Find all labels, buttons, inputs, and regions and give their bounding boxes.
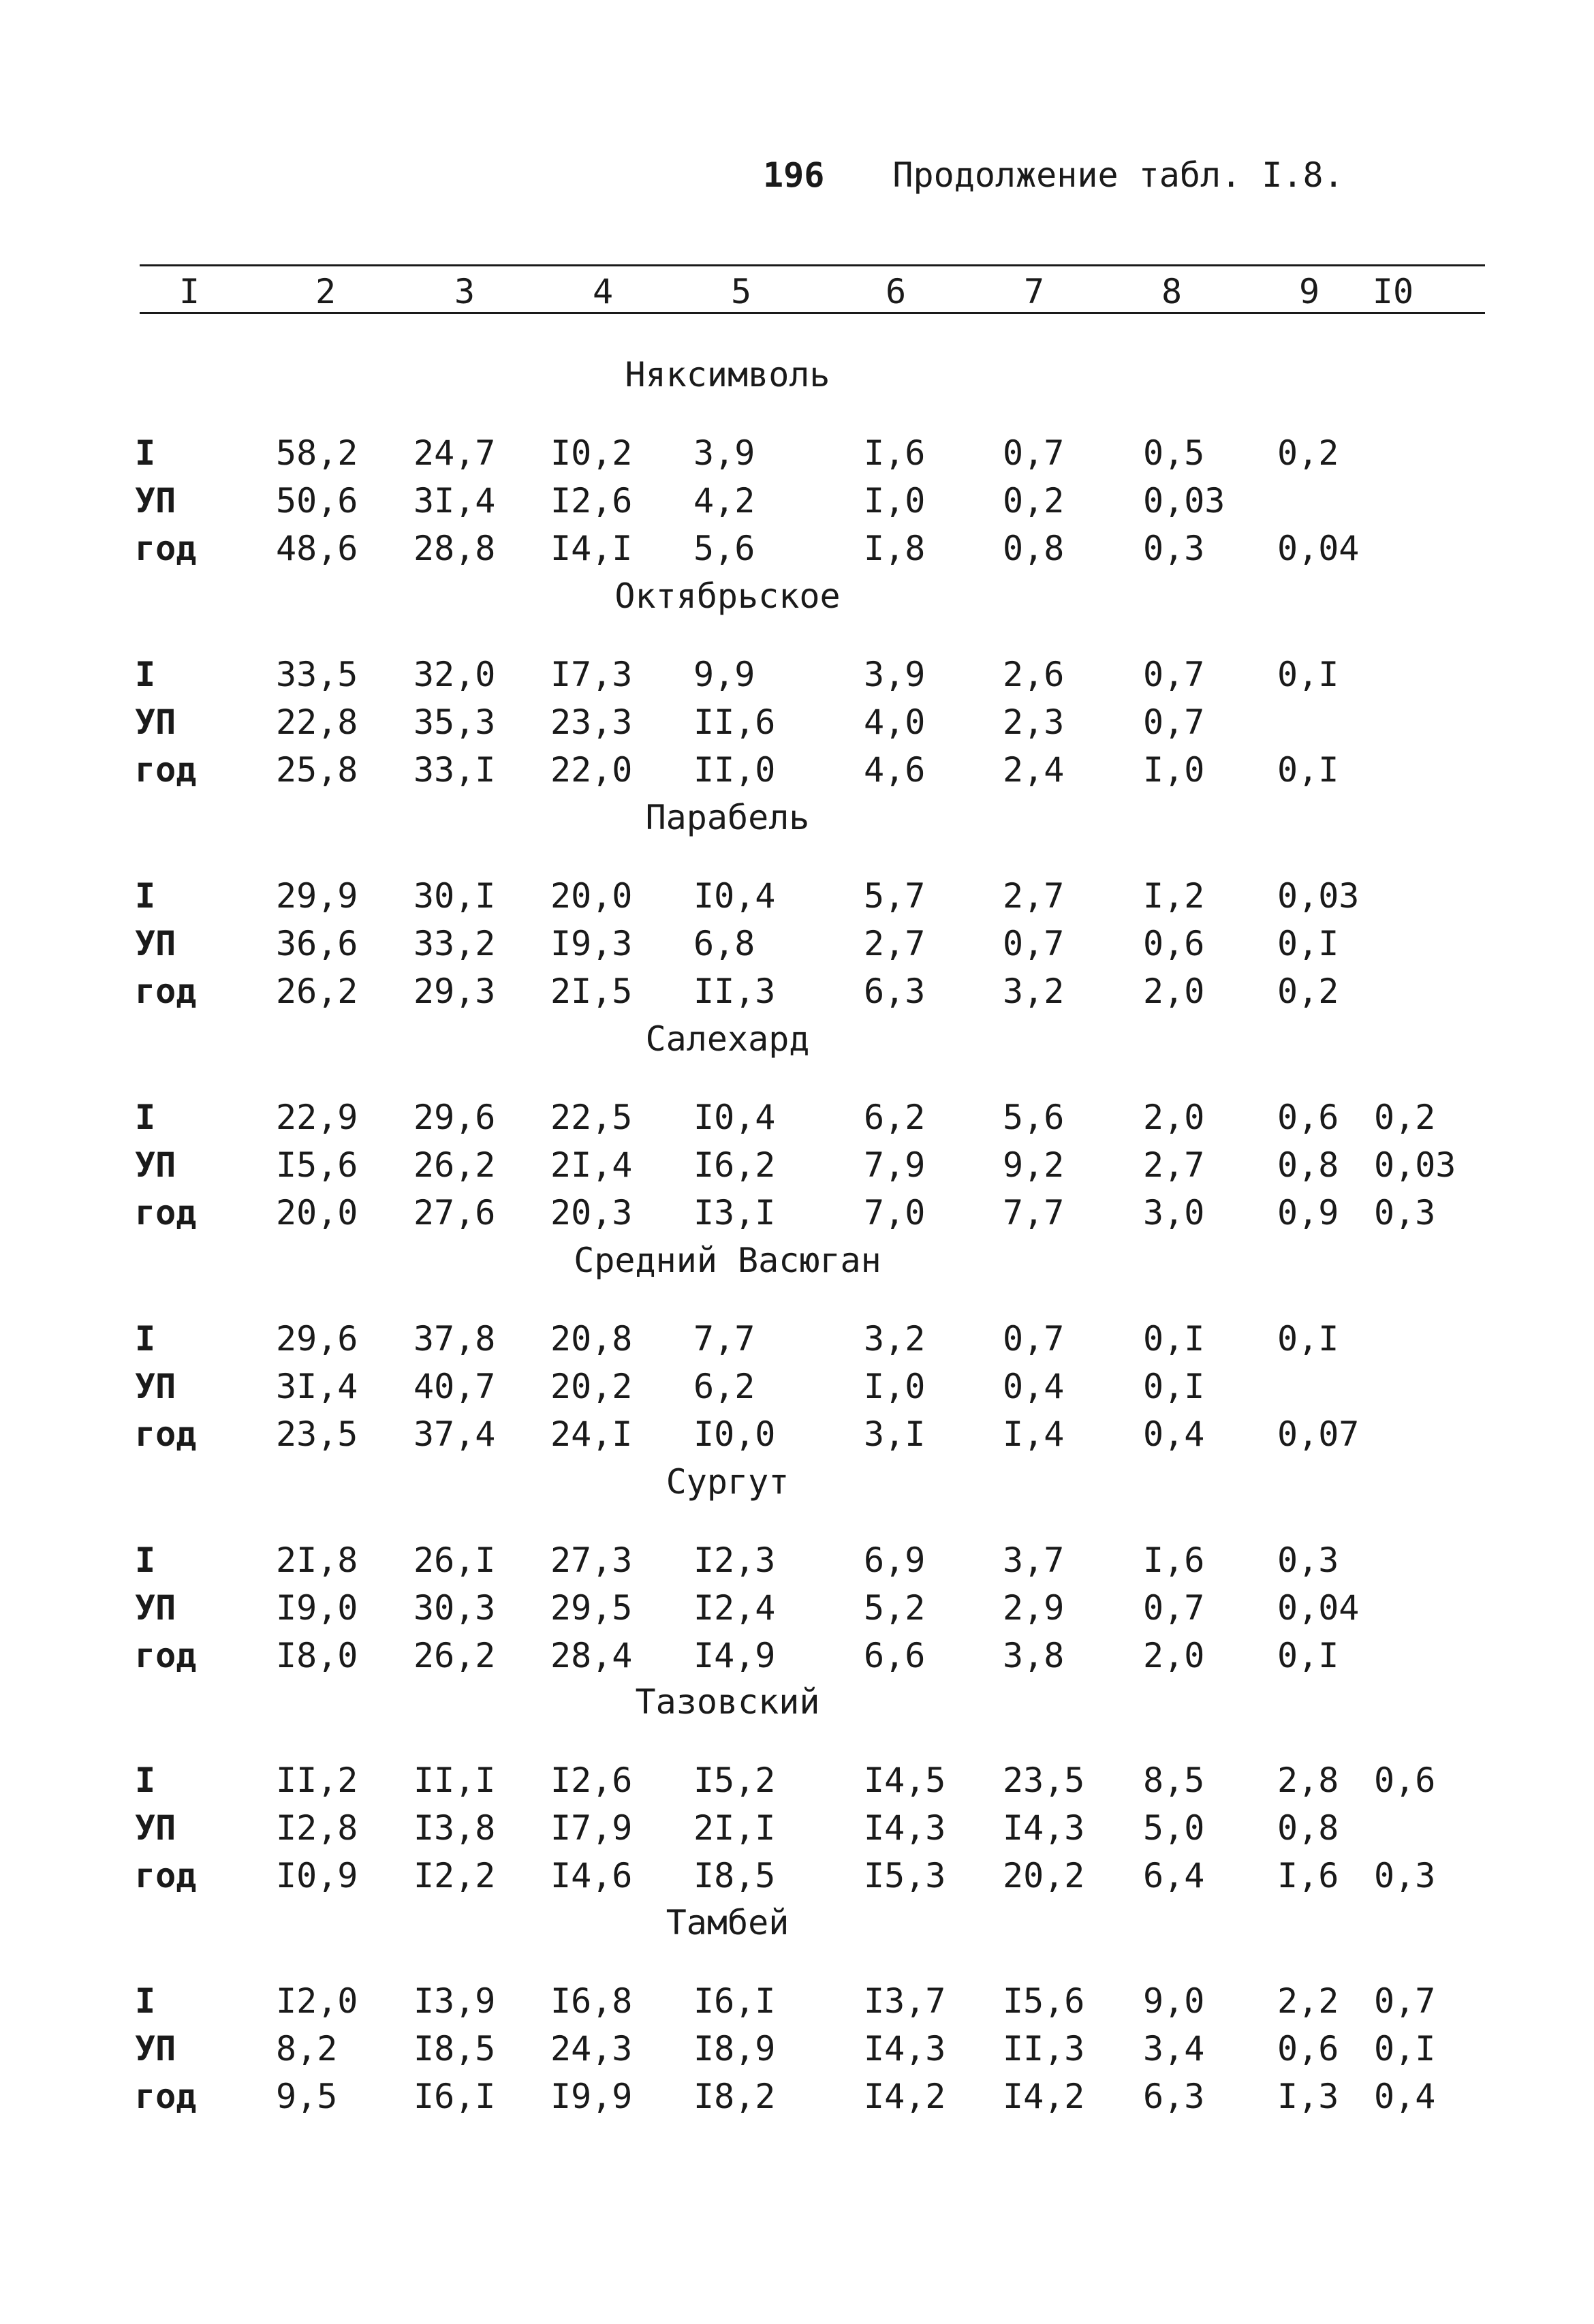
table-cell: 29,6 [413, 1098, 496, 1137]
table-cell: I2,4 [693, 1588, 776, 1628]
column-header-2: 2 [315, 272, 337, 311]
table-cell: 6,9 [864, 1540, 926, 1580]
table-cell: 0,I [1143, 1319, 1205, 1359]
table-cell: II,2 [276, 1761, 358, 1800]
table-cell: 9,9 [693, 655, 755, 694]
row-label: год [135, 529, 197, 568]
table-cell: 58,2 [276, 433, 358, 473]
table-cell: 33,5 [276, 655, 358, 694]
table-caption: Продолжение табл. I.8. [892, 155, 1344, 195]
table-cell: 35,3 [413, 702, 496, 742]
table-cell: 0,4 [1374, 2077, 1436, 2116]
table-cell: 2I,I [693, 1808, 776, 1848]
table-cell: 0,04 [1277, 529, 1360, 568]
table-cell: I4,5 [864, 1761, 946, 1800]
table-cell: I4,I [550, 529, 633, 568]
table-cell: 0,I [1374, 2029, 1436, 2069]
table-cell: 2,7 [1143, 1145, 1205, 1185]
table-cell: 22,9 [276, 1098, 358, 1137]
table-cell: I4,2 [1003, 2077, 1085, 2116]
table-cell: 8,5 [1143, 1761, 1205, 1800]
table-cell: I2,2 [413, 1856, 496, 1895]
row-label: год [135, 1414, 197, 1454]
table-cell: 0,6 [1374, 1761, 1436, 1800]
table-cell: I8,5 [413, 2029, 496, 2069]
table-header-rule [140, 312, 1485, 314]
table-top-rule [140, 264, 1485, 266]
table-cell: I9,3 [550, 924, 633, 963]
table-cell: 24,7 [413, 433, 496, 473]
table-cell: 20,0 [550, 876, 633, 916]
column-header-6: 6 [885, 272, 907, 311]
station-name: Салехард [645, 1019, 810, 1059]
table-cell: 40,7 [413, 1367, 496, 1406]
table-cell: 2I,5 [550, 972, 633, 1011]
table-cell: 20,3 [550, 1193, 633, 1233]
table-cell: I6,8 [550, 1981, 633, 2021]
table-cell: I8,5 [693, 1856, 776, 1895]
table-cell: 4,0 [864, 702, 926, 742]
table-cell: 3,2 [864, 1319, 926, 1359]
row-label: I [135, 433, 156, 473]
table-cell: 5,2 [864, 1588, 926, 1628]
row-label: год [135, 1193, 197, 1233]
table-cell: I4,9 [693, 1636, 776, 1675]
table-cell: I0,0 [693, 1414, 776, 1454]
table-cell: 29,5 [550, 1588, 633, 1628]
table-cell: 2,7 [1003, 876, 1065, 916]
table-cell: I4,2 [864, 2077, 946, 2116]
table-cell: 36,6 [276, 924, 358, 963]
table-cell: I8,9 [693, 2029, 776, 2069]
row-label: УП [135, 1808, 176, 1848]
table-cell: II,I [413, 1761, 496, 1800]
table-cell: 0,I [1277, 655, 1339, 694]
table-cell: I4,3 [864, 2029, 946, 2069]
table-cell: 0,2 [1374, 1098, 1436, 1137]
table-cell: 0,6 [1277, 2029, 1339, 2069]
table-cell: 28,4 [550, 1636, 633, 1675]
table-cell: 0,I [1277, 750, 1339, 790]
table-cell: 23,3 [550, 702, 633, 742]
row-label: год [135, 972, 197, 1011]
table-cell: I2,8 [276, 1808, 358, 1848]
table-cell: 6,3 [1143, 2077, 1205, 2116]
table-cell: 24,I [550, 1414, 633, 1454]
table-cell: 30,I [413, 876, 496, 916]
station-name: Тазовский [635, 1682, 820, 1722]
row-label: I [135, 655, 156, 694]
table-cell: 0,7 [1003, 1319, 1065, 1359]
table-cell: I0,4 [693, 1098, 776, 1137]
table-cell: 0,3 [1374, 1193, 1436, 1233]
table-cell: 22,5 [550, 1098, 633, 1137]
station-name: Парабель [645, 798, 810, 837]
table-cell: I3,9 [413, 1981, 496, 2021]
table-cell: 9,0 [1143, 1981, 1205, 2021]
table-cell: 26,2 [413, 1636, 496, 1675]
table-cell: 0,8 [1277, 1808, 1339, 1848]
table-cell: I5,3 [864, 1856, 946, 1895]
table-cell: 3,7 [1003, 1540, 1065, 1580]
table-cell: 6,2 [693, 1367, 755, 1406]
table-cell: 0,9 [1277, 1193, 1339, 1233]
table-cell: 0,I [1277, 1319, 1339, 1359]
table-cell: 0,7 [1003, 924, 1065, 963]
table-cell: 2,4 [1003, 750, 1065, 790]
table-cell: 0,3 [1277, 1540, 1339, 1580]
table-cell: 29,9 [276, 876, 358, 916]
table-cell: 0,03 [1143, 481, 1225, 521]
table-cell: 0,I [1277, 1636, 1339, 1675]
row-label: год [135, 750, 197, 790]
table-cell: 0,2 [1277, 433, 1339, 473]
table-cell: 24,3 [550, 2029, 633, 2069]
table-cell: I2,6 [550, 481, 633, 521]
table-cell: 27,3 [550, 1540, 633, 1580]
table-cell: 4,6 [864, 750, 926, 790]
table-cell: 2I,4 [550, 1145, 633, 1185]
table-cell: 3I,4 [413, 481, 496, 521]
table-cell: I9,9 [550, 2077, 633, 2116]
row-label: I [135, 1761, 156, 1800]
table-cell: 20,2 [550, 1367, 633, 1406]
table-cell: I8,2 [693, 2077, 776, 2116]
table-cell: 6,4 [1143, 1856, 1205, 1895]
table-cell: 0,04 [1277, 1588, 1360, 1628]
table-cell: I0,2 [550, 433, 633, 473]
table-cell: 0,7 [1374, 1981, 1436, 2021]
column-header-8: 8 [1161, 272, 1183, 311]
table-cell: 2,3 [1003, 702, 1065, 742]
column-header-1: I [178, 272, 200, 311]
table-cell: 0,8 [1003, 529, 1065, 568]
table-cell: 0,03 [1277, 876, 1360, 916]
table-cell: 0,4 [1143, 1414, 1205, 1454]
column-header-9: 9 [1298, 272, 1320, 311]
table-cell: 0,2 [1277, 972, 1339, 1011]
table-cell: 48,6 [276, 529, 358, 568]
station-name: Тамбей [666, 1903, 790, 1942]
row-label: УП [135, 1145, 176, 1185]
table-cell: I3,8 [413, 1808, 496, 1848]
table-cell: 7,7 [693, 1319, 755, 1359]
table-cell: I,0 [1143, 750, 1205, 790]
table-cell: I2,3 [693, 1540, 776, 1580]
table-cell: 2,0 [1143, 1098, 1205, 1137]
row-label: УП [135, 702, 176, 742]
table-cell: 3,0 [1143, 1193, 1205, 1233]
table-cell: 0,07 [1277, 1414, 1360, 1454]
table-cell: 2,0 [1143, 972, 1205, 1011]
table-cell: I6,2 [693, 1145, 776, 1185]
table-cell: 28,8 [413, 529, 496, 568]
row-label: УП [135, 924, 176, 963]
table-cell: 5,0 [1143, 1808, 1205, 1848]
table-cell: 32,0 [413, 655, 496, 694]
table-cell: 22,8 [276, 702, 358, 742]
table-cell: I,6 [1143, 1540, 1205, 1580]
table-cell: 30,3 [413, 1588, 496, 1628]
table-cell: I0,4 [693, 876, 776, 916]
table-cell: 5,6 [693, 529, 755, 568]
table-cell: 3,2 [1003, 972, 1065, 1011]
table-cell: 5,7 [864, 876, 926, 916]
table-cell: I8,0 [276, 1636, 358, 1675]
row-label: УП [135, 1367, 176, 1406]
table-cell: 8,2 [276, 2029, 338, 2069]
table-cell: 0,8 [1277, 1145, 1339, 1185]
table-cell: 6,3 [864, 972, 926, 1011]
table-cell: 3I,4 [276, 1367, 358, 1406]
table-cell: 0,7 [1143, 702, 1205, 742]
row-label: год [135, 1636, 197, 1675]
table-cell: 37,4 [413, 1414, 496, 1454]
table-cell: I5,6 [1003, 1981, 1085, 2021]
table-cell: 2,2 [1277, 1981, 1339, 2021]
table-cell: 0,6 [1277, 1098, 1339, 1137]
table-cell: 7,7 [1003, 1193, 1065, 1233]
table-cell: I,2 [1143, 876, 1205, 916]
table-cell: I6,I [693, 1981, 776, 2021]
row-label: I [135, 1098, 156, 1137]
table-cell: I,0 [864, 481, 926, 521]
table-cell: 6,6 [864, 1636, 926, 1675]
table-cell: 29,6 [276, 1319, 358, 1359]
table-cell: I4,6 [550, 1856, 633, 1895]
table-cell: I5,2 [693, 1761, 776, 1800]
table-cell: 3,I [864, 1414, 926, 1454]
table-cell: 4,2 [693, 481, 755, 521]
table-cell: I0,9 [276, 1856, 358, 1895]
table-cell: 0,4 [1003, 1367, 1065, 1406]
table-cell: 3,8 [1003, 1636, 1065, 1675]
table-cell: II,3 [693, 972, 776, 1011]
table-cell: 0,6 [1143, 924, 1205, 963]
table-cell: 0,3 [1143, 529, 1205, 568]
station-name: Октябрьское [614, 576, 841, 616]
table-cell: I6,I [413, 2077, 496, 2116]
table-cell: 26,2 [413, 1145, 496, 1185]
table-cell: 3,9 [864, 655, 926, 694]
row-label: УП [135, 1588, 176, 1628]
column-header-10: I0 [1372, 272, 1414, 311]
column-header-7: 7 [1023, 272, 1045, 311]
table-cell: 2,7 [864, 924, 926, 963]
table-cell: 23,5 [1003, 1761, 1085, 1800]
table-cell: I7,9 [550, 1808, 633, 1848]
table-cell: 20,0 [276, 1193, 358, 1233]
row-label: год [135, 1856, 197, 1895]
table-cell: 20,8 [550, 1319, 633, 1359]
table-cell: I5,6 [276, 1145, 358, 1185]
table-cell: 26,2 [276, 972, 358, 1011]
table-cell: II,3 [1003, 2029, 1085, 2069]
table-cell: 0,7 [1143, 655, 1205, 694]
table-cell: I,8 [864, 529, 926, 568]
table-cell: 2I,8 [276, 1540, 358, 1580]
table-cell: 20,2 [1003, 1856, 1085, 1895]
table-cell: I7,3 [550, 655, 633, 694]
table-cell: I2,6 [550, 1761, 633, 1800]
table-cell: I,0 [864, 1367, 926, 1406]
table-cell: 0,I [1143, 1367, 1205, 1406]
table-cell: I,3 [1277, 2077, 1339, 2116]
table-cell: 23,5 [276, 1414, 358, 1454]
table-cell: 0,03 [1374, 1145, 1456, 1185]
page-header [763, 155, 1344, 195]
table-cell: 3,9 [693, 433, 755, 473]
row-label: I [135, 876, 156, 916]
table-cell: 2,9 [1003, 1588, 1065, 1628]
table-cell: 0,7 [1143, 1588, 1205, 1628]
table-cell: 9,2 [1003, 1145, 1065, 1185]
column-header-3: 3 [454, 272, 475, 311]
station-name: Няксимволь [625, 355, 830, 394]
table-cell: I4,3 [1003, 1808, 1085, 1848]
row-label: I [135, 1319, 156, 1359]
row-label: I [135, 1540, 156, 1580]
column-header-4: 4 [592, 272, 614, 311]
table-cell: 2,8 [1277, 1761, 1339, 1800]
table-cell: II,6 [693, 702, 776, 742]
table-cell: 0,I [1277, 924, 1339, 963]
table-cell: 6,2 [864, 1098, 926, 1137]
table-cell: I3,I [693, 1193, 776, 1233]
table-cell: 0,3 [1374, 1856, 1436, 1895]
table-cell: 33,2 [413, 924, 496, 963]
table-cell: 37,8 [413, 1319, 496, 1359]
table-cell: I,4 [1003, 1414, 1065, 1454]
table-cell: 25,8 [276, 750, 358, 790]
table-cell: 27,6 [413, 1193, 496, 1233]
table-cell: I2,0 [276, 1981, 358, 2021]
table-cell: 22,0 [550, 750, 633, 790]
table-cell: II,0 [693, 750, 776, 790]
table-cell: I4,3 [864, 1808, 946, 1848]
table-cell: 7,0 [864, 1193, 926, 1233]
station-name: Средний Васюган [574, 1241, 881, 1280]
table-cell: I,6 [864, 433, 926, 473]
table-cell: 33,I [413, 750, 496, 790]
page-number: 196 [763, 155, 825, 195]
table-cell: 0,5 [1143, 433, 1205, 473]
table-cell: 0,7 [1003, 433, 1065, 473]
table-cell: 7,9 [864, 1145, 926, 1185]
table-cell: 26,I [413, 1540, 496, 1580]
table-cell: I,6 [1277, 1856, 1339, 1895]
table-cell: I3,7 [864, 1981, 946, 2021]
table-cell: 6,8 [693, 924, 755, 963]
table-cell: 5,6 [1003, 1098, 1065, 1137]
table-cell: 29,3 [413, 972, 496, 1011]
row-label: год [135, 2077, 197, 2116]
row-label: УП [135, 481, 176, 521]
table-cell: 0,2 [1003, 481, 1065, 521]
column-header-5: 5 [730, 272, 752, 311]
table-cell: 2,6 [1003, 655, 1065, 694]
table-cell: I9,0 [276, 1588, 358, 1628]
table-cell: 9,5 [276, 2077, 338, 2116]
station-name: Сургут [666, 1462, 790, 1502]
row-label: УП [135, 2029, 176, 2069]
row-label: I [135, 1981, 156, 2021]
table-cell: 2,0 [1143, 1636, 1205, 1675]
table-cell: 3,4 [1143, 2029, 1205, 2069]
table-cell: 50,6 [276, 481, 358, 521]
